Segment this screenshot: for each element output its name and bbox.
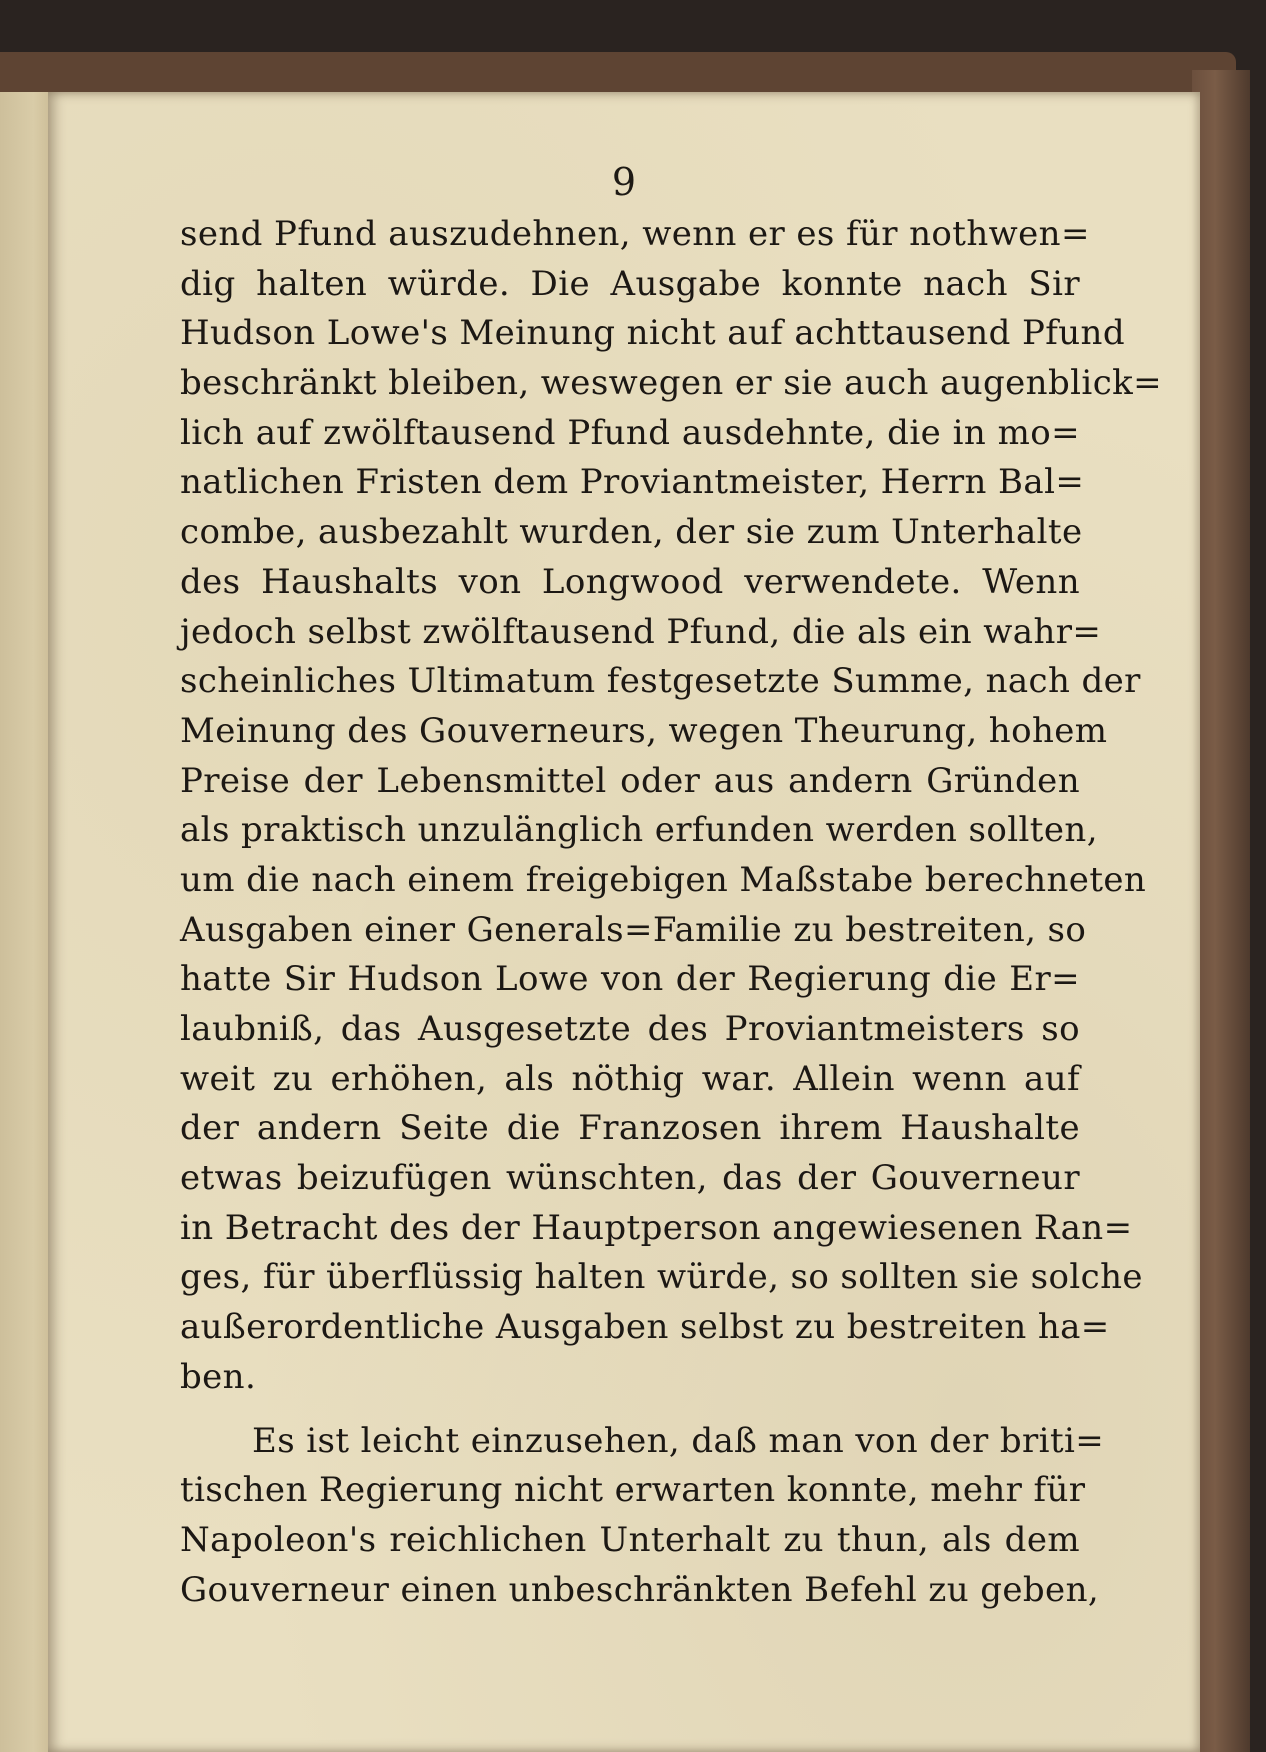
text-line: jedoch selbst zwölftausend Pfund, die als ein wahr= [180,611,1102,652]
paragraph-1 [180,210,1163,1403]
text-line: scheinliches Ultimatum festgesetzte Summe, nach der [180,661,1141,702]
text-line: laubniß, das Ausgesetzte des Proviantmeisters so [180,1009,1080,1049]
text-line: Napoleon's reichlichen Unterhalt zu thun, als dem [180,1519,1080,1560]
text-line: beschränkt bleiben, weswegen er sie auch augenblick= [180,363,1163,404]
page-number: 9 [611,160,637,204]
text-line: Gouverneur einen unbeschränkten Befehl zu geben, [180,1569,1100,1610]
text-line: Preise der Lebensmittel oder aus andern Gründen [180,760,1080,801]
text-line: ben. [180,1356,257,1397]
text-line: der andern Seite die Franzosen ihrem Haushalte [180,1108,1080,1149]
text-line: als praktisch unzulänglich erfunden werden sollten, [180,810,1098,851]
text-line: weit zu erhöhen, als nöthig war. Allein wenn auf [180,1058,1080,1099]
text-line: Ausgaben einer Generals=Familie zu bestreiten, so [180,909,1087,950]
book-page [48,92,1200,1752]
text-line: dig halten würde. Die Ausgabe konnte nach Sir [180,263,1080,304]
text-line: etwas beizufügen wünschten, das der Gouverneur [180,1158,1080,1199]
text-line: um die nach einem freigebigen Maßstabe berechneten [180,859,1147,900]
text-line: tischen Regierung nicht erwarten konnte, mehr für [180,1470,1086,1511]
text-line: in Betracht des der Hauptperson angewiesenen Ran= [180,1207,1133,1248]
text-line: Hudson Lowe's Meinung nicht auf achttausend Pfund [180,313,1125,354]
book-cover-edge [1192,70,1250,1752]
text-line: send Pfund auszudehnen, wenn er es für nothwen= [180,214,1090,254]
text-line: des Haushalts von Longwood verwendete. Wenn [180,561,1080,602]
paragraph-2 [180,1417,1105,1616]
text-line: hatte Sir Hudson Lowe von der Regierung die Er= [180,959,1080,1000]
text-line: lich auf zwölftausend Pfund ausdehnte, die in mo= [180,412,1080,453]
text-line: combe, ausbezahlt wurden, der sie zum Unterhalte [180,512,1083,553]
text-line: Es ist leicht einzusehen, daß man von der briti= [252,1420,1105,1461]
text-line: ges, für überflüssig halten würde, so sollten sie solche [180,1257,1143,1298]
text-line: natlichen Fristen dem Proviantmeister, Herrn Bal= [180,462,1085,503]
text-line: Meinung des Gouverneurs, wegen Theurung, hohem [180,710,1108,751]
page-text [180,210,1163,1615]
text-line: außerordentliche Ausgaben selbst zu bestreiten ha= [180,1307,1110,1348]
